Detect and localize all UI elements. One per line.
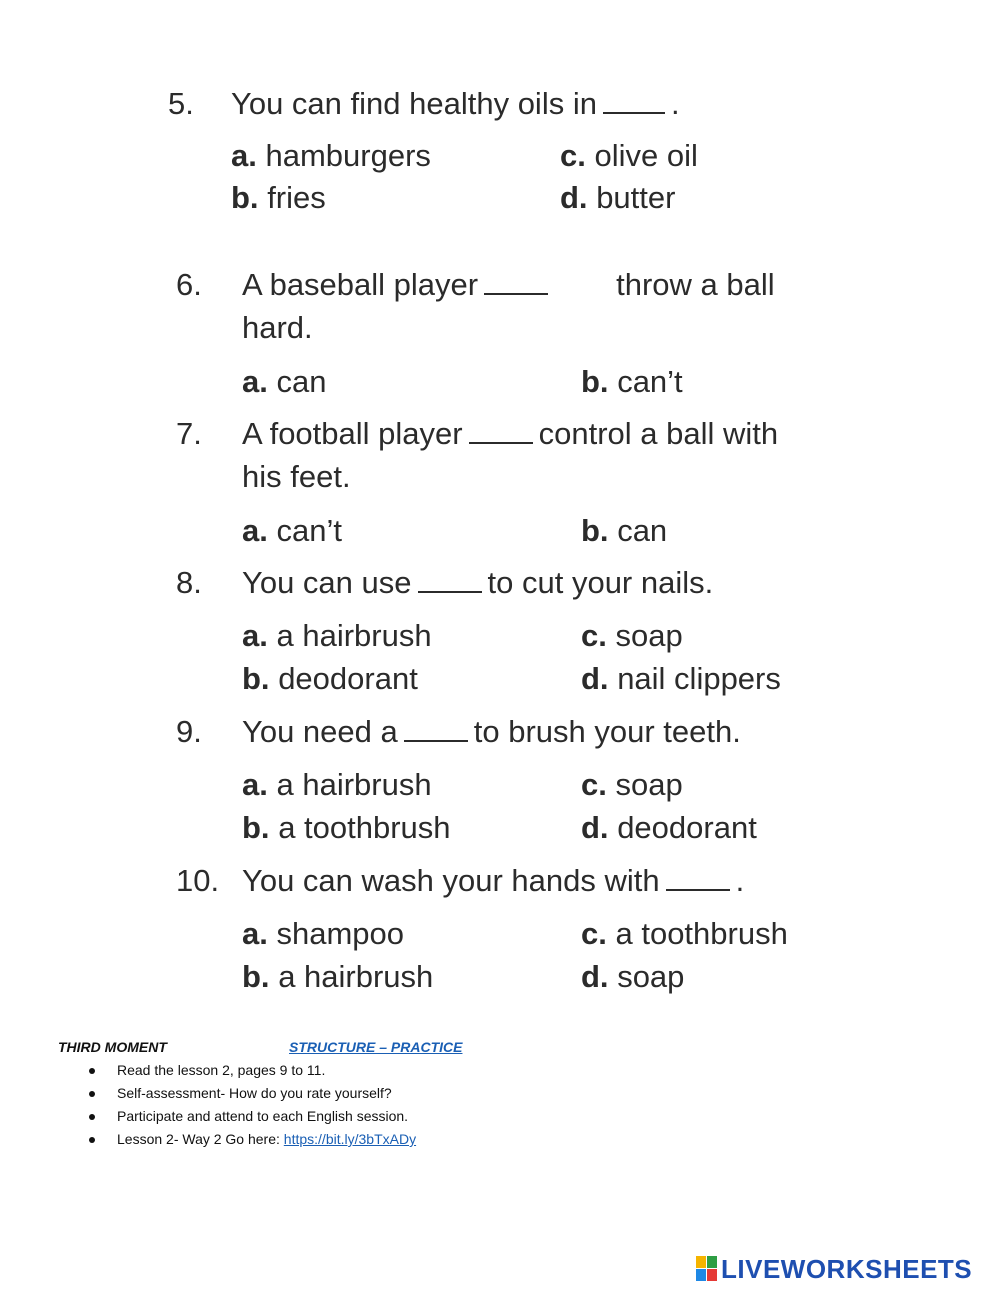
stem-text-after: . [735,863,745,898]
option-a[interactable]: a. a hairbrush [242,618,432,653]
option-a[interactable]: a. shampoo [242,916,405,951]
option-c[interactable]: c. soap [581,618,683,653]
task-text: Participate and attend to each English session. [117,1108,409,1124]
stem-text-after: control a ball with [538,416,779,451]
question-number: 8. [176,565,202,600]
task-item [58,1082,558,1105]
answer-blank[interactable] [484,289,548,295]
option-a[interactable]: a. hamburgers [231,138,431,173]
stem-text: You need a [242,714,398,749]
option-b[interactable]: b. a hairbrush [242,959,434,994]
task-item [58,1059,558,1082]
option-a[interactable]: a. can’t [242,513,342,548]
question-number: 6. [176,267,202,302]
option-b[interactable]: b. can [581,513,668,548]
bullet-icon [89,1114,95,1120]
bullet-icon [89,1068,95,1074]
question-stem [242,413,778,455]
question-number: 5. [168,86,194,121]
stem-text: You can wash your hands with [242,863,660,898]
option-c[interactable]: c. soap [581,767,683,802]
question-stem [231,83,680,125]
question-stem [242,264,775,306]
option-b[interactable]: b. fries [231,180,326,215]
task-list [58,1059,558,1151]
bullet-icon [89,1137,95,1143]
option-b[interactable]: b. can’t [581,364,683,399]
stem-text-after: throw a ball [616,267,775,302]
lesson-link[interactable]: https://bit.ly/3bTxADy [283,1131,417,1147]
answer-blank[interactable] [469,438,533,444]
liveworksheets-logo [696,1252,972,1286]
option-c[interactable]: c. a toothbrush [581,916,788,951]
stem-text-after: to cut your nails. [487,565,714,600]
task-item [58,1128,558,1151]
third-moment-heading: THIRD MOMENT [58,1039,167,1055]
stem-text-after: . [670,86,680,121]
option-a[interactable]: a. can [242,364,327,399]
question-stem [242,562,713,604]
question-number: 10. [176,863,220,898]
question-stem-line2: hard. [242,310,313,345]
answer-blank[interactable] [418,587,482,593]
option-a[interactable]: a. a hairbrush [242,767,432,802]
stem-text: A baseball player [242,267,479,302]
question-number: 9. [176,714,202,749]
option-c[interactable]: c. olive oil [560,138,698,173]
task-text: Read the lesson 2, pages 9 to 11. [117,1062,326,1078]
task-item [58,1105,558,1128]
option-d[interactable]: d. deodorant [581,810,757,845]
answer-blank[interactable] [603,108,665,114]
stem-text: You can find healthy oils in [231,86,597,121]
stem-text: A football player [242,416,463,451]
option-d[interactable]: d. butter [560,180,676,215]
structure-practice-link[interactable]: STRUCTURE – PRACTICE [289,1039,463,1055]
question-stem-line2: his feet. [242,459,351,494]
logo-mark-icon [696,1256,718,1282]
bullet-icon [89,1091,95,1097]
option-d[interactable]: d. nail clippers [581,661,781,696]
question-number: 7. [176,416,202,451]
stem-text-after: to brush your teeth. [473,714,741,749]
question-stem [242,860,744,902]
stem-text: You can use [242,565,412,600]
option-b[interactable]: b. deodorant [242,661,418,696]
task-text: Self-assessment- How do you rate yourself? [117,1085,392,1101]
option-d[interactable]: d. soap [581,959,685,994]
answer-blank[interactable] [404,736,468,742]
option-b[interactable]: b. a toothbrush [242,810,451,845]
logo-text: LIVEWORKSHEETS [721,1253,973,1284]
answer-blank[interactable] [666,885,730,891]
question-stem [242,711,741,753]
task-text: Lesson 2- Way 2 Go here: [117,1131,284,1147]
